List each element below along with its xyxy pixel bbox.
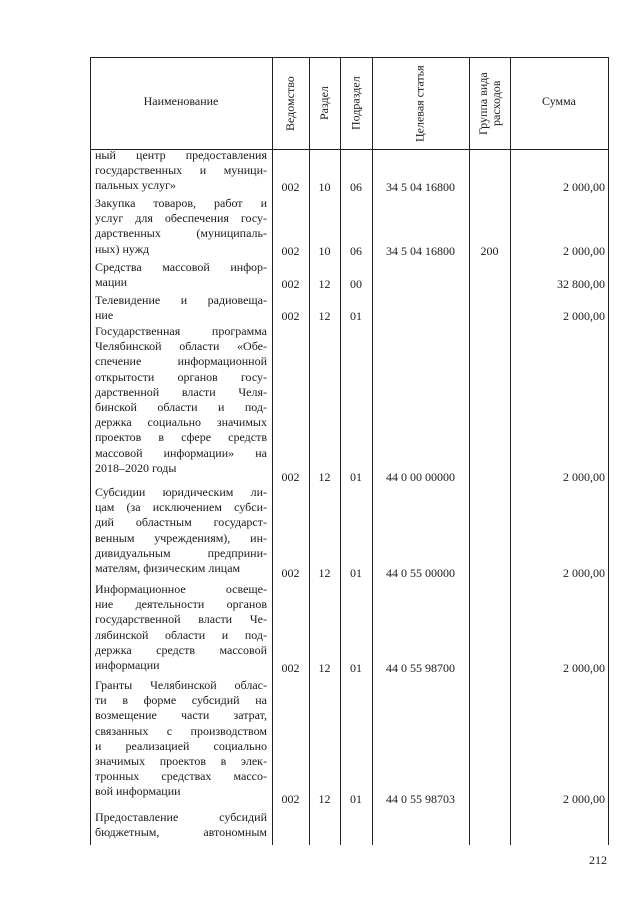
row-5-amount: 2 000,00 — [563, 470, 605, 484]
row-2-name: Закупка товаров, работ и услуг для обеспечения госу- дарственных (муниципаль- ных) нужд — [95, 196, 267, 256]
row-1-name: ный центр предоставления государственных и муници- пальных услуг» — [95, 148, 267, 193]
row-8-name: Гранты Челябинской облас- ти в форме субсидий на возмещение части затрат, связанных с производством и реализацией социально значимых проектов в элек- тронных средствах массо- вой информации — [95, 678, 267, 799]
row-3-name: Средства массовой инфор- мации — [95, 260, 267, 290]
divider-section — [340, 57, 341, 845]
row-4-name: Телевидение и радиовеща- ние — [95, 293, 267, 323]
divider-department — [309, 57, 310, 845]
row-2-department: 002 — [281, 244, 300, 258]
row-6-subsection: 01 — [350, 566, 362, 580]
row-3-subsection: 00 — [350, 277, 362, 291]
divider-expense-group — [510, 57, 511, 845]
row-7-department: 002 — [281, 661, 300, 675]
row-7-subsection: 01 — [350, 661, 362, 675]
row-8-section: 12 — [318, 792, 331, 806]
row-1-department: 002 — [281, 180, 300, 194]
row-3-section: 12 — [318, 277, 331, 291]
divider-target — [469, 57, 470, 845]
row-5-department: 002 — [281, 470, 300, 484]
row-8-target: 44 0 55 98703 — [386, 792, 455, 806]
row-3-amount: 32 800,00 — [557, 277, 605, 291]
row-7-amount: 2 000,00 — [563, 661, 605, 675]
row-2-subsection: 06 — [350, 244, 362, 258]
header-expense-group: Группа вида расходов — [476, 72, 503, 135]
row-7-target: 44 0 55 98700 — [386, 661, 455, 675]
row-6-name: Субсидии юридическим ли- цам (за исключением субси- дий областным государст- венным учреждениям), ин- дивидуальным предприни- мателям, физическим лицам — [95, 485, 267, 575]
row-5-target: 44 0 00 00000 — [386, 470, 455, 484]
row-6-target: 44 0 55 00000 — [386, 566, 455, 580]
header-subsection: Подраздел — [348, 76, 363, 131]
row-4-subsection: 01 — [350, 309, 362, 323]
row-4-department: 002 — [281, 309, 300, 323]
header-amount: Сумма — [542, 94, 576, 108]
row-2-target: 34 5 04 16800 — [386, 244, 455, 258]
row-1-section: 10 — [318, 180, 331, 194]
row-9-name: Предоставление субсидий бюджетным, автономным — [95, 810, 267, 840]
row-2-expense-group: 200 — [480, 244, 499, 258]
header-section: Раздел — [317, 86, 331, 121]
row-6-department: 002 — [281, 566, 300, 580]
row-7-section: 12 — [318, 661, 331, 675]
row-6-amount: 2 000,00 — [563, 566, 605, 580]
row-1-amount: 2 000,00 — [563, 180, 605, 194]
row-1-target: 34 5 04 16800 — [386, 180, 455, 194]
divider-body-right — [608, 149, 609, 845]
row-4-amount: 2 000,00 — [563, 309, 605, 323]
row-7-name: Информационное освеще- ние деятельности органов государственной власти Че- лябинской области и под- держка средств массовой информации — [95, 582, 267, 672]
page-number: 212 — [589, 853, 607, 867]
row-2-amount: 2 000,00 — [563, 244, 605, 258]
row-8-department: 002 — [281, 792, 300, 806]
row-8-subsection: 01 — [350, 792, 362, 806]
divider-body-left — [90, 149, 91, 845]
header-department: Ведомство — [283, 76, 297, 131]
row-3-department: 002 — [281, 277, 300, 291]
header-name: Наименование — [143, 94, 219, 108]
divider-subsection — [372, 57, 373, 845]
row-1-subsection: 06 — [350, 180, 362, 194]
divider-name — [272, 57, 273, 845]
row-5-section: 12 — [318, 470, 331, 484]
row-5-subsection: 01 — [350, 470, 362, 484]
row-6-section: 12 — [318, 566, 331, 580]
row-2-section: 10 — [318, 244, 331, 258]
row-5-name: Государственная программа Челябинской области «Обе- спечение информационной открытости органов госу- дарственной власти Челя- бинской области и под- держка социально значимых проектов в сфере средств массовой информации» на 2018–2020 годы — [95, 324, 267, 475]
header-target: Целевая статья — [412, 65, 427, 142]
row-4-section: 12 — [318, 309, 331, 323]
row-8-amount: 2 000,00 — [563, 792, 605, 806]
